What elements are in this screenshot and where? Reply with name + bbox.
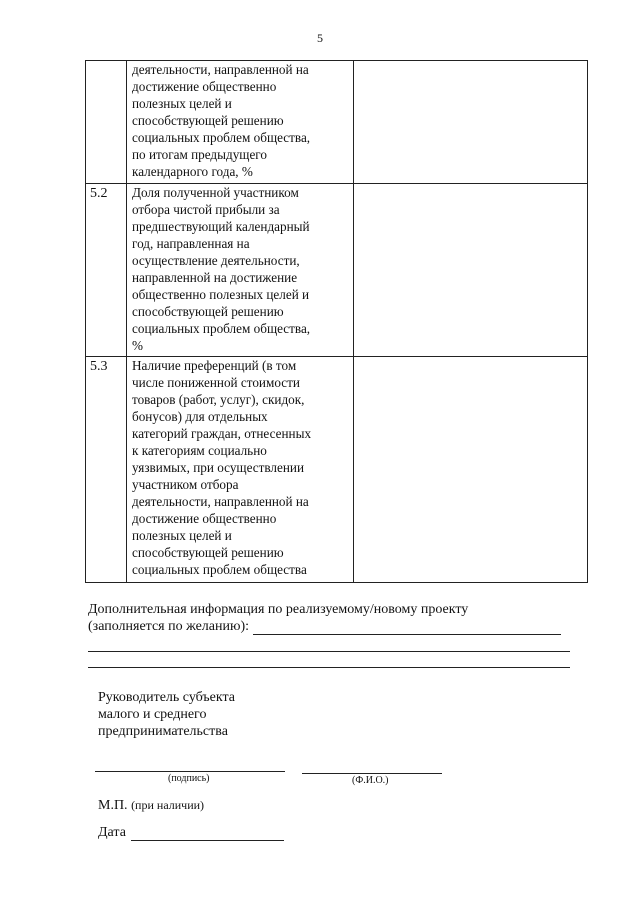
criteria-table	[85, 60, 588, 583]
row-value-cell[interactable]	[354, 357, 588, 583]
row-text-line: способствующей решению	[132, 113, 284, 128]
row-text-line: категорий граждан, отнесенных	[132, 426, 312, 441]
head-title	[98, 689, 235, 740]
additional-info-field[interactable]	[253, 620, 561, 635]
row-text-line: социальных проблем общества,	[132, 321, 311, 336]
date-label: Дата	[98, 825, 126, 840]
additional-info-line[interactable]	[88, 667, 570, 668]
row-number: 5.2	[86, 184, 127, 357]
stamp-label: М.П.	[98, 798, 128, 813]
additional-info-line[interactable]	[88, 651, 570, 652]
row-description	[127, 61, 354, 184]
date-row	[98, 825, 284, 841]
row-text-line: осуществление деятельности,	[132, 253, 300, 268]
head-title-line: малого и среднего	[98, 707, 207, 722]
additional-info-title: Дополнительная информация по реализуемому/новому проекту	[88, 602, 469, 617]
row-description	[127, 184, 354, 357]
stamp-note: (при наличии)	[131, 798, 205, 812]
row-text-line: числе пониженной стоимости	[132, 375, 300, 390]
row-text-line: деятельности, направленной на	[132, 494, 309, 509]
table-row	[86, 184, 588, 357]
row-text-line: по итогам предыдущего	[132, 147, 267, 162]
head-title-line: предпринимательства	[98, 724, 228, 739]
signature-field[interactable]	[95, 771, 285, 772]
stamp-place	[98, 798, 204, 814]
row-text-line: социальных проблем общества	[132, 562, 307, 577]
full-name-field[interactable]	[302, 773, 442, 774]
signature-caption: (подпись)	[168, 773, 210, 784]
full-name-caption: (Ф.И.О.)	[352, 775, 389, 786]
row-text-line: достижение общественно	[132, 79, 277, 94]
row-text-line: %	[132, 338, 143, 353]
row-number: 5.3	[86, 357, 127, 583]
row-value-cell[interactable]	[354, 184, 588, 357]
row-description	[127, 357, 354, 583]
row-text-line: способствующей решению	[132, 304, 284, 319]
additional-info-hint: (заполняется по желанию):	[88, 619, 249, 634]
row-text-line: предшествующий календарный	[132, 219, 310, 234]
row-text-line: направленной на достижение	[132, 270, 298, 285]
row-text-line: способствующей решению	[132, 545, 284, 560]
row-text-line: деятельности, направленной на	[132, 62, 309, 77]
head-title-line: Руководитель субъекта	[98, 690, 235, 705]
row-text-line: год, направленная на	[132, 236, 250, 251]
row-text-line: бонусов) для отдельных	[132, 409, 268, 424]
row-text-line: участником отбора	[132, 477, 239, 492]
row-text-line: к категориям социально	[132, 443, 267, 458]
row-text-line: календарного года, %	[132, 164, 253, 179]
row-text-line: полезных целей и	[132, 96, 232, 111]
row-text-line: уязвимых, при осуществлении	[132, 460, 305, 475]
table-row	[86, 61, 588, 184]
additional-info	[88, 601, 561, 635]
row-text-line: социальных проблем общества,	[132, 130, 311, 145]
table-row	[86, 357, 588, 583]
row-text-line: достижение общественно	[132, 511, 277, 526]
row-text-line: товаров (работ, услуг), скидок,	[132, 392, 305, 407]
row-text-line: Доля полученной участником	[132, 185, 299, 200]
row-text-line: общественно полезных целей и	[132, 287, 310, 302]
row-text-line: отбора чистой прибыли за	[132, 202, 280, 217]
row-value-cell[interactable]	[354, 61, 588, 184]
row-number	[86, 61, 127, 184]
row-text-line: полезных целей и	[132, 528, 232, 543]
row-text-line: Наличие преференций (в том	[132, 358, 297, 373]
page-number: 5	[317, 31, 323, 45]
date-field[interactable]	[131, 826, 284, 841]
